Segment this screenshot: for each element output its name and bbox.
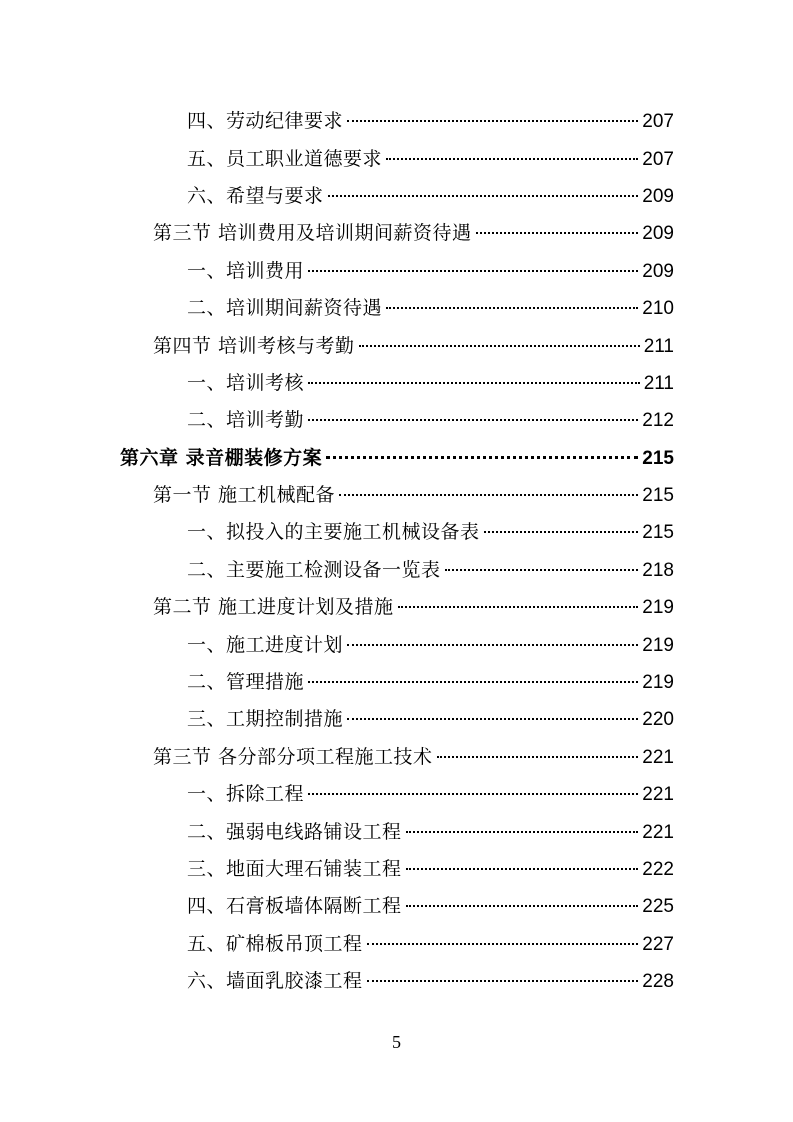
toc-entry-item[interactable] [0, 101, 793, 138]
toc-entry-line [187, 256, 793, 283]
toc-entry-item[interactable] [0, 363, 793, 400]
toc-dot-leader [484, 531, 639, 533]
toc-dot-leader [386, 158, 638, 160]
toc-entry-title: 第四节 培训考核与考勤 [153, 334, 355, 357]
toc-entry-page: 228 [642, 971, 674, 993]
toc-entry-item[interactable] [0, 288, 793, 325]
toc-entry-section[interactable] [0, 587, 793, 624]
toc-entry-chapter[interactable] [0, 438, 793, 475]
toc-dot-leader [308, 419, 638, 421]
toc-dot-leader [347, 644, 638, 646]
toc-entry-title: 一、拆除工程 [187, 783, 305, 806]
toc-entry-item[interactable] [0, 138, 793, 175]
toc-entry-title: 四、石膏板墙体隔断工程 [187, 895, 402, 918]
toc-entry-line [187, 106, 793, 133]
table-of-contents [0, 101, 793, 998]
toc-entry-page: 212 [642, 410, 674, 432]
toc-dot-leader [326, 456, 638, 459]
toc-entry-section[interactable] [0, 737, 793, 774]
toc-entry-page: 219 [642, 597, 674, 619]
toc-entry-page: 221 [642, 784, 674, 806]
toc-entry-item[interactable] [0, 251, 793, 288]
toc-entry-title: 五、矿棉板吊顶工程 [187, 932, 363, 955]
toc-entry-page: 221 [642, 821, 674, 843]
toc-dot-leader [386, 307, 638, 309]
toc-dot-leader [398, 606, 639, 608]
toc-entry-line [153, 480, 793, 507]
toc-entry-page: 218 [642, 559, 674, 581]
toc-entry-page: 225 [642, 896, 674, 918]
toc-entry-section[interactable] [0, 325, 793, 362]
toc-dot-leader [445, 569, 639, 571]
toc-entry-item[interactable] [0, 886, 793, 923]
toc-entry-title: 五、员工职业道德要求 [187, 147, 383, 170]
toc-entry-page: 221 [642, 746, 674, 768]
toc-entry-item[interactable] [0, 624, 793, 661]
toc-entry-item[interactable] [0, 811, 793, 848]
toc-entry-title: 二、管理措施 [187, 671, 305, 694]
toc-entry-page: 215 [642, 485, 674, 507]
toc-entry-line [120, 443, 793, 470]
toc-entry-line [187, 630, 793, 657]
toc-entry-line [187, 517, 793, 544]
toc-entry-item[interactable] [0, 961, 793, 998]
toc-dot-leader [476, 232, 639, 234]
toc-entry-section[interactable] [0, 475, 793, 512]
toc-entry-item[interactable] [0, 662, 793, 699]
toc-dot-leader [367, 943, 639, 945]
toc-entry-page: 219 [642, 672, 674, 694]
toc-entry-title: 二、培训期间薪资待遇 [187, 297, 383, 320]
toc-entry-page: 209 [642, 185, 674, 207]
toc-entry-section[interactable] [0, 213, 793, 250]
toc-entry-line [187, 667, 793, 694]
toc-entry-page: 227 [642, 933, 674, 955]
toc-entry-line [187, 405, 793, 432]
toc-entry-line [153, 742, 793, 769]
toc-entry-title: 二、主要施工检测设备一览表 [187, 558, 441, 581]
toc-entry-title: 六、墙面乳胶漆工程 [187, 970, 363, 993]
toc-entry-title: 第三节 各分部分项工程施工技术 [153, 745, 433, 768]
toc-entry-page: 207 [642, 148, 674, 170]
toc-dot-leader [406, 831, 639, 833]
toc-entry-item[interactable] [0, 924, 793, 961]
toc-entry-title: 第六章 录音棚装修方案 [120, 446, 323, 469]
toc-entry-line [153, 592, 793, 619]
toc-entry-line [187, 854, 793, 881]
toc-dot-leader [347, 718, 638, 720]
toc-entry-title: 四、劳动纪律要求 [187, 110, 344, 133]
toc-entry-title: 一、培训费用 [187, 259, 305, 282]
toc-dot-leader [308, 681, 638, 683]
toc-dot-leader [367, 980, 639, 982]
toc-entry-title: 三、地面大理石铺装工程 [187, 858, 402, 880]
toc-entry-line [187, 817, 793, 844]
toc-entry-line [187, 779, 793, 806]
toc-entry-item[interactable] [0, 176, 793, 213]
toc-entry-title: 一、拟投入的主要施工机械设备表 [187, 521, 480, 544]
toc-entry-page: 210 [642, 298, 674, 320]
toc-entry-line [153, 218, 793, 245]
toc-entry-title: 六、希望与要求 [187, 184, 324, 207]
toc-entry-line [187, 555, 793, 582]
toc-entry-title: 第二节 施工进度计划及措施 [153, 596, 394, 619]
toc-entry-title: 二、强弱电线路铺设工程 [187, 820, 402, 843]
toc-dot-leader [308, 382, 640, 384]
toc-dot-leader [437, 756, 639, 758]
toc-entry-page: 222 [642, 859, 674, 880]
toc-entry-title: 三、工期控制措施 [187, 708, 344, 731]
toc-entry-page: 207 [642, 111, 674, 133]
toc-dot-leader [406, 905, 639, 907]
toc-dot-leader [406, 868, 639, 870]
toc-entry-page: 209 [642, 223, 674, 245]
toc-entry-page: 219 [642, 634, 674, 656]
toc-entry-title: 二、培训考勤 [187, 409, 305, 432]
toc-entry-page: 215 [642, 522, 674, 544]
toc-dot-leader [359, 345, 640, 347]
toc-dot-leader [308, 793, 638, 795]
toc-entry-title: 第三节 培训费用及培训期间薪资待遇 [153, 222, 472, 245]
toc-entry-page: 220 [642, 709, 674, 731]
toc-entry-line [187, 704, 793, 731]
toc-dot-leader [308, 270, 638, 272]
toc-entry-item[interactable] [0, 550, 793, 587]
toc-entry-page: 211 [643, 335, 674, 357]
toc-entry-title: 第一节 施工机械配备 [153, 484, 336, 507]
toc-entry-line [153, 331, 793, 358]
toc-dot-leader [347, 120, 638, 122]
toc-entry-item[interactable] [0, 400, 793, 437]
toc-entry-line [187, 144, 793, 171]
toc-entry-line [187, 966, 793, 993]
toc-entry-page: 209 [642, 260, 674, 282]
toc-entry-title: 一、培训考核 [187, 371, 305, 394]
toc-entry-page: 215 [642, 447, 674, 469]
toc-entry-title: 一、施工进度计划 [187, 633, 344, 656]
toc-entry-page: 211 [643, 372, 674, 394]
page-number: 5 [392, 1032, 401, 1052]
toc-dot-leader [339, 494, 638, 496]
toc-entry-item[interactable] [0, 699, 793, 736]
toc-entry-item[interactable] [0, 774, 793, 811]
toc-entry-line [187, 293, 793, 320]
toc-entry-line [187, 929, 793, 956]
toc-entry-line [187, 368, 793, 395]
toc-entry-line [187, 181, 793, 208]
toc-entry-item[interactable] [0, 849, 793, 886]
toc-entry-line [187, 891, 793, 918]
toc-entry-item[interactable] [0, 512, 793, 549]
toc-dot-leader [328, 195, 639, 197]
